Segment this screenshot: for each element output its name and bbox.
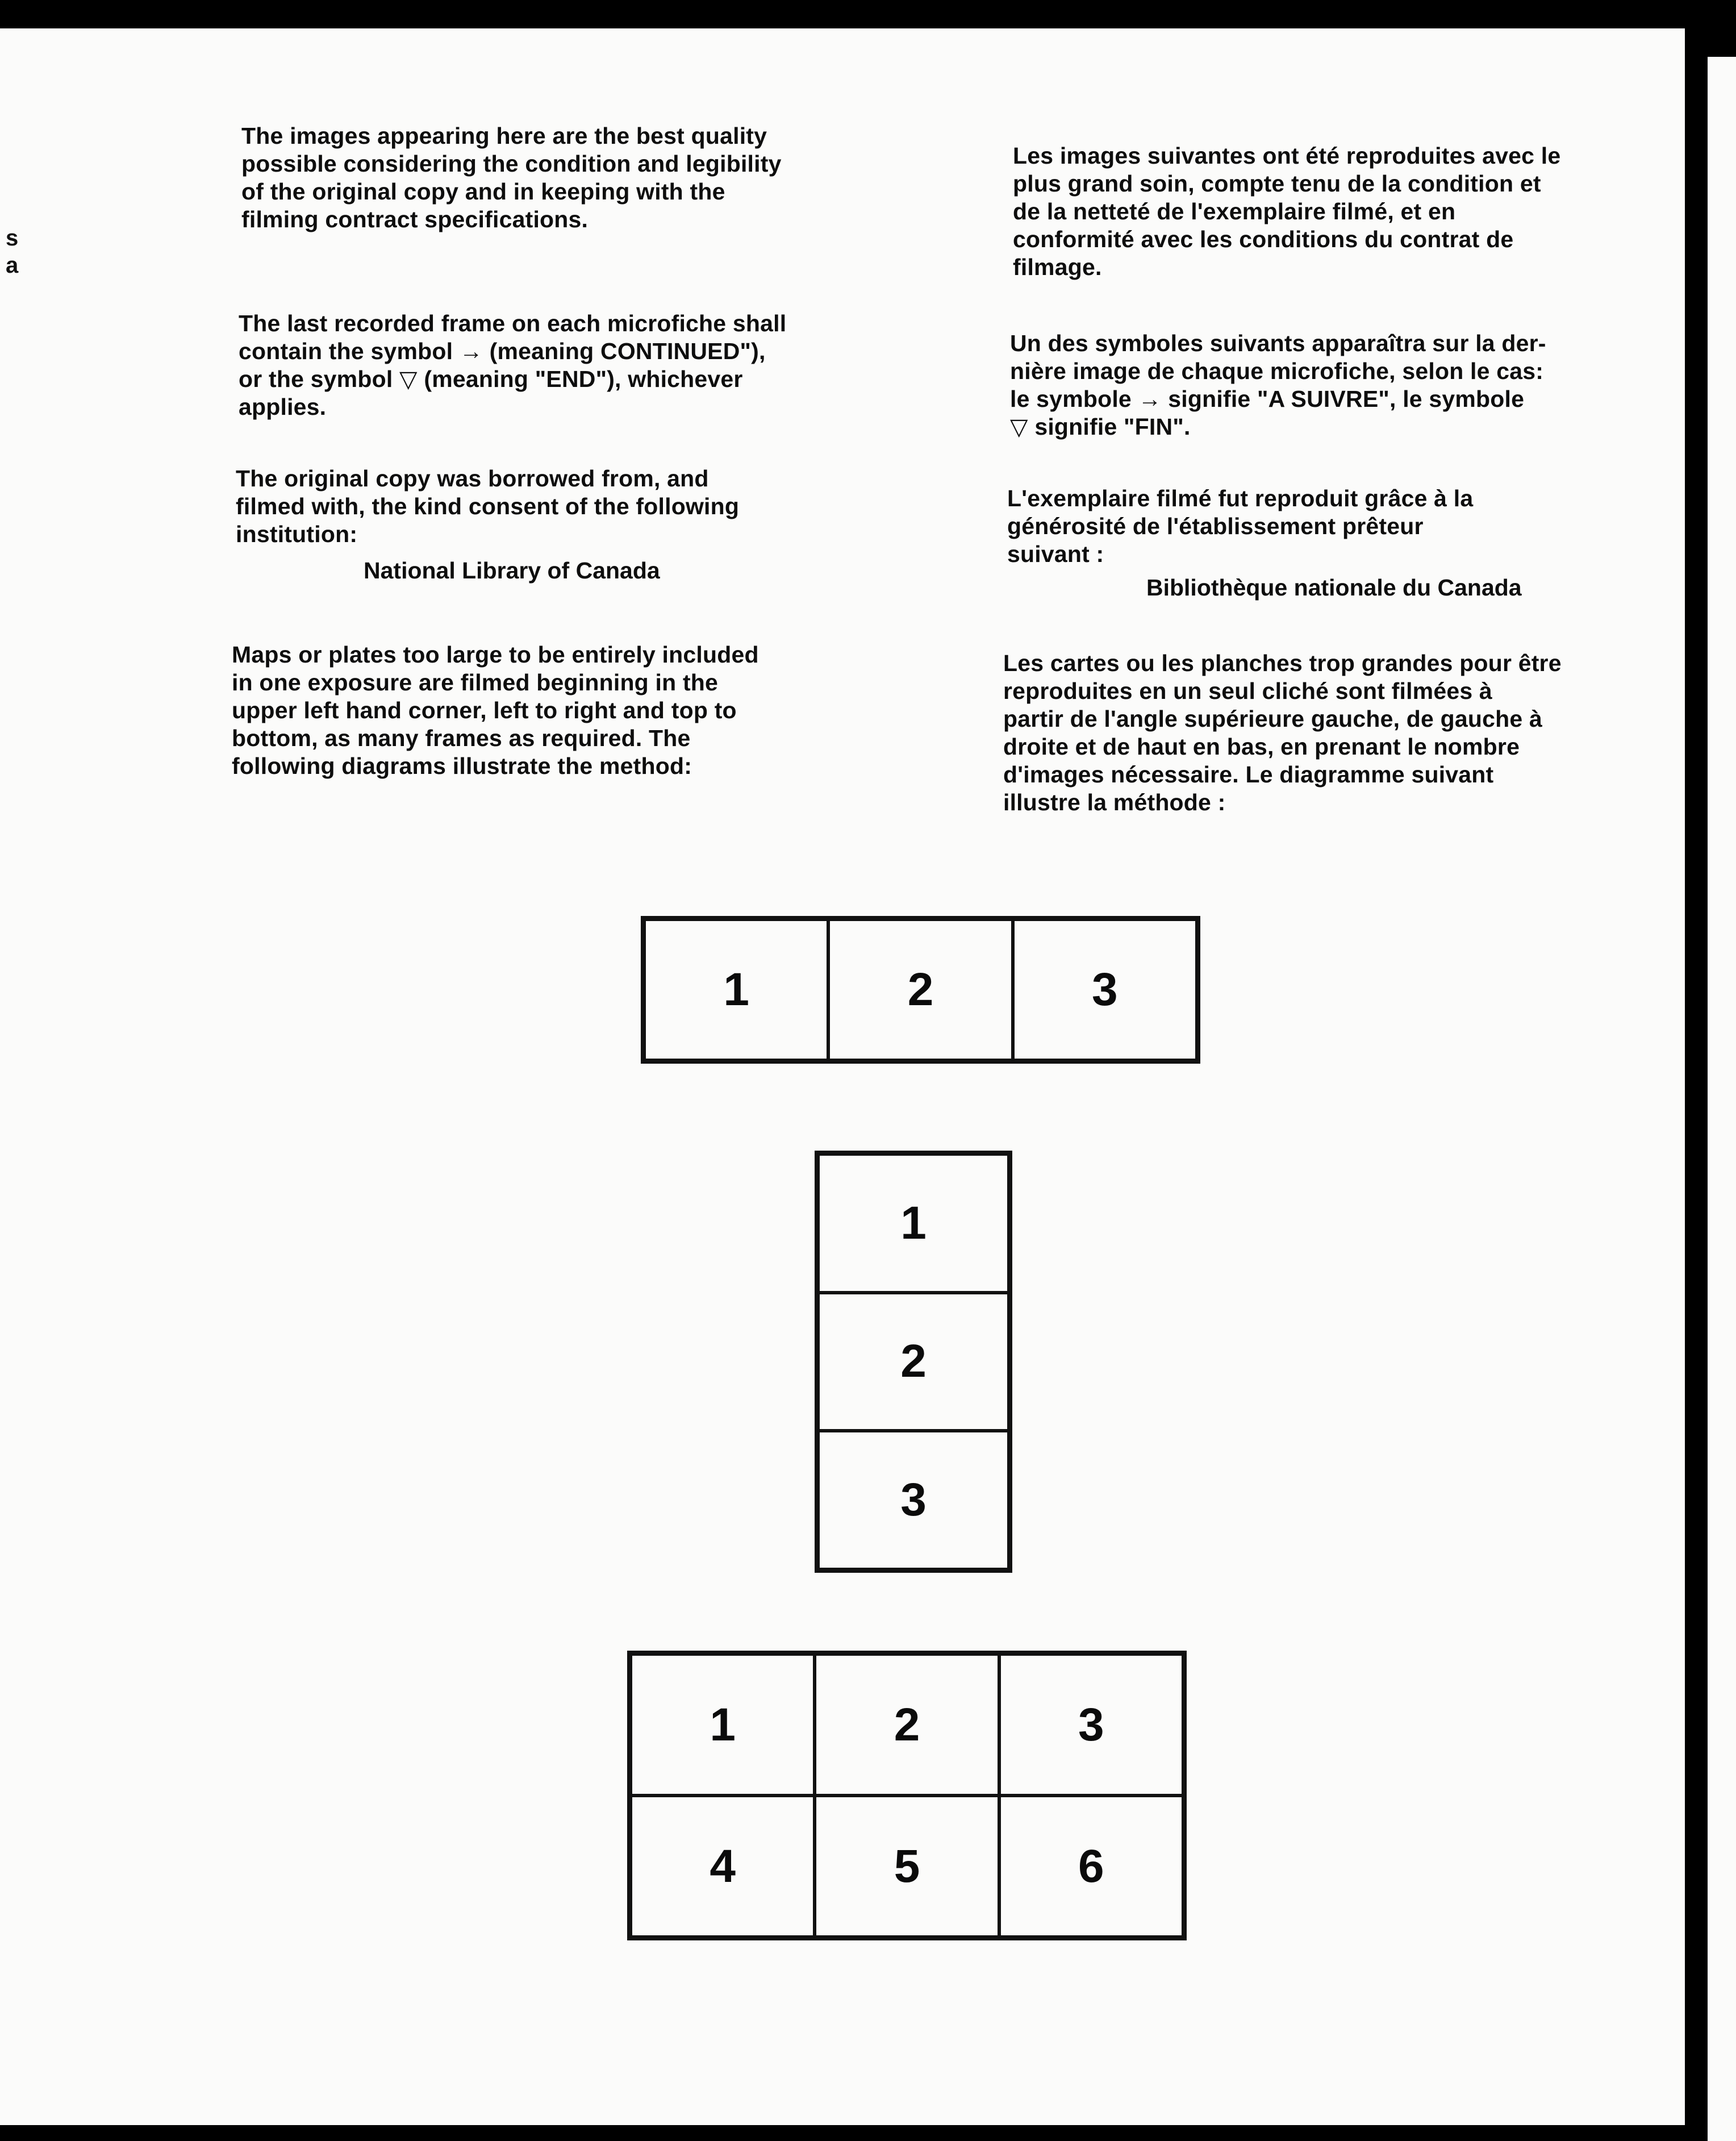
frame-cell: 1 — [818, 1154, 1009, 1293]
frame-cell: 2 — [815, 1654, 999, 1796]
frame-cell: 3 — [818, 1431, 1009, 1569]
frame-cell: 2 — [828, 919, 1012, 1060]
english-consent-paragraph: The original copy was borrowed from, and filmed with, the kind consent of the following institution: — [236, 465, 740, 547]
diagram-horizontal-strip — [641, 916, 1200, 1064]
english-maps-paragraph: Maps or plates too large to be entirely included in one exposure are filmed beginning in the upper left hand corner, left to right and top to bottom, as many frames as required. The following diagrams illustrate the method: — [232, 642, 759, 779]
edge-fragment: s — [6, 226, 19, 251]
french-institution: Bibliothèque nationale du Canada — [1146, 574, 1522, 601]
english-quality-paragraph: The images appearing here are the best quality possible considering the condition and legibility of the original copy and in keeping with the filming contract specifications. — [241, 123, 782, 232]
frame-cell: 4 — [631, 1796, 815, 1937]
english-institution: National Library of Canada — [364, 557, 660, 584]
frame-cell: 1 — [631, 1654, 815, 1796]
french-consent-paragraph: L'exemplaire filmé fut reproduit grâce à la générosité de l'établissement prêteur suivant : — [1007, 485, 1474, 567]
sheet-right-edge — [1708, 57, 1736, 2141]
frame-cell: 3 — [999, 1654, 1183, 1796]
diagram-vertical-strip — [815, 1151, 1012, 1573]
frame-cell: 5 — [815, 1796, 999, 1937]
french-quality-paragraph: Les images suivantes ont été reproduites avec le plus grand soin, compte tenu de la condition et de la netteté de l'exemplaire filmé, et en conformité avec les conditions du contrat de filmage. — [1013, 143, 1561, 280]
frame-cell: 3 — [1013, 919, 1197, 1060]
edge-text-fragments — [6, 224, 28, 279]
frame-cell: 6 — [999, 1796, 1183, 1937]
frame-cell: 1 — [644, 919, 828, 1060]
edge-fragment: a — [6, 253, 19, 278]
english-symbols-paragraph: The last recorded frame on each microfiche shall contain the symbol → (meaning CONTINUED"), or the symbol ▽ (meaning "END"), whichever applies. — [239, 310, 787, 420]
french-maps-paragraph: Les cartes ou les planches trop grandes pour être reproduites en un seul cliché sont filmées à partir de l'angle supérieure gauche, de gauche à droite et de haut en bas, en prenant le nombre d'images nécessaire. Le diagramme suivant illustre la méthode : — [1003, 650, 1562, 815]
frame-cell: 2 — [818, 1293, 1009, 1431]
french-symbols-paragraph: Un des symboles suivants apparaîtra sur la der- nière image de chaque microfiche, selon le cas: le symbole → signifie "A SUIVRE", le symbole ▽ signifie "FIN". — [1010, 330, 1546, 440]
diagram-two-by-three-grid — [627, 1651, 1187, 1940]
